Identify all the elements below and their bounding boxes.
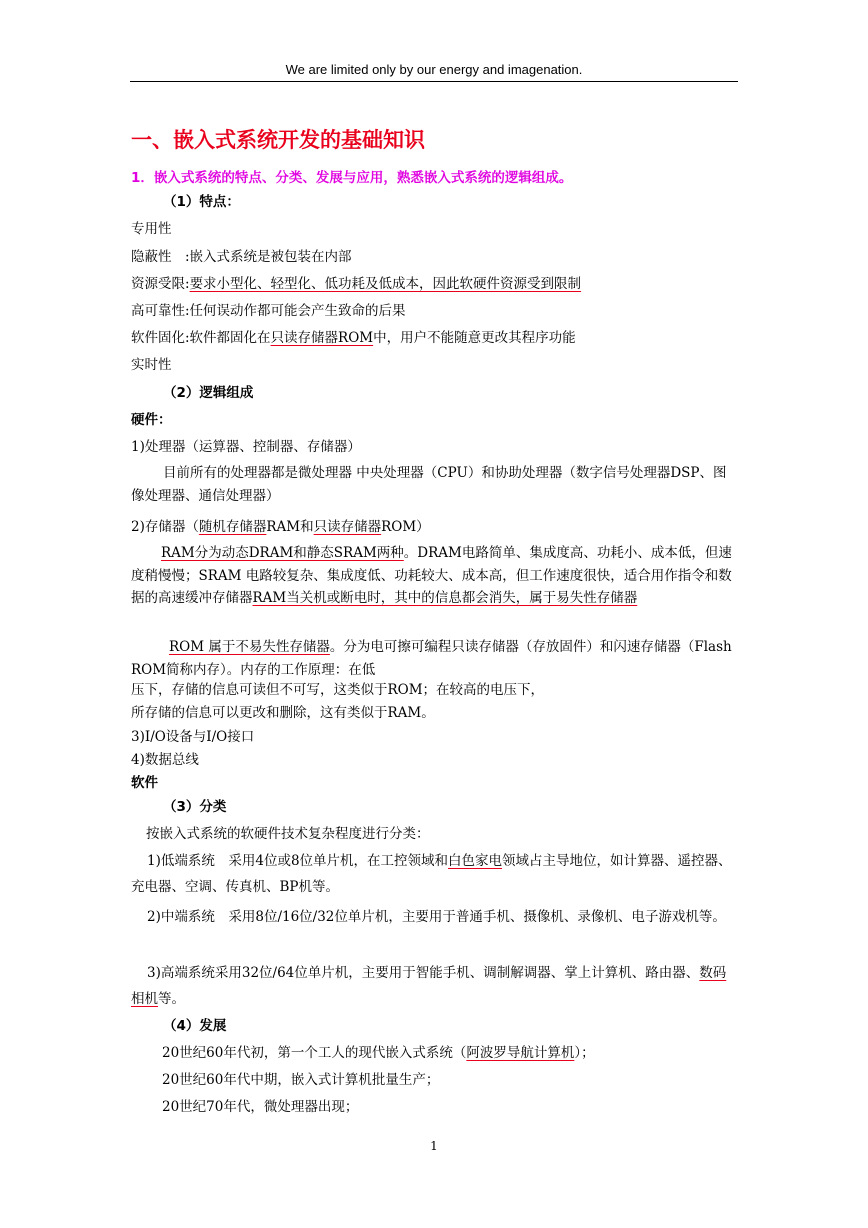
feature-item: 隐蔽性 :嵌入式系统是被包装在内部 bbox=[131, 249, 352, 265]
section-heading: 1．嵌入式系统的特点、分类、发展与应用，熟悉嵌入式系统的逻辑组成。 bbox=[131, 170, 573, 186]
page-header: We are limited only by our energy and imagenation. bbox=[285, 62, 583, 77]
underlined-text: 要求小型化、轻型化、低功耗及低成本，因此软硬件资源受到限制 bbox=[189, 276, 582, 292]
feature-item: 高可靠性:任何误动作都可能会产生致命的后果 bbox=[131, 303, 406, 319]
underlined-text: 白色家电 bbox=[448, 853, 503, 869]
underlined-text: 阿波罗导航计算机 bbox=[466, 1045, 575, 1061]
processor-title: 1)处理器（运算器、控制器、存储器） bbox=[131, 439, 361, 455]
ram-paragraph: RAM分为动态DRAM和静态SRAM两种。DRAM电路简单、集成度高、功耗小、成本低，但速度稍慢慢；SRAM 电路较复杂、集成度低、功耗较大、成本高，但工作速度很快，适合用作指令和数据的高速缓冲存储器RAM当关机或断电时，其中的信息都会消失，属于易失性存储器 bbox=[131, 545, 732, 606]
underlined-text: 只读存储器 bbox=[313, 519, 382, 535]
processor-description: 目前所有的处理器都是微处理器 中央处理器（CPU）和协助处理器（数字信号处理器DSP、图像处理器、通信处理器） bbox=[131, 465, 727, 504]
rom-line: 压下，存储的信息可读但不可写，这类似于ROM；在较高的电压下， bbox=[131, 682, 545, 698]
classification-low: 1)低端系统 采用4位或8位单片机，在工控领域和白色家电领域占主导地位，如计算器、遥控器、充电器、空调、传真机、BP机等。 bbox=[131, 853, 732, 895]
hardware-label: 硬件： bbox=[131, 412, 172, 428]
feature-item: 实时性 bbox=[131, 357, 172, 373]
classification-mid: 2)中端系统 采用8位/16位/32位单片机，主要用于普通手机、摄像机、录像机、电子游戏机等。 bbox=[147, 909, 726, 925]
development-item: 20世纪60年代初，第一个工人的现代嵌入式系统（阿波罗导航计算机）； bbox=[162, 1045, 595, 1061]
development-item: 20世纪60年代中期，嵌入式计算机批量生产； bbox=[162, 1072, 440, 1088]
page-number: 1 bbox=[430, 1139, 438, 1153]
features-heading: （1）特点： bbox=[163, 194, 240, 210]
underlined-text: RAM分为动态DRAM和静态SRAM两种 bbox=[161, 545, 404, 561]
feature-item: 专用性 bbox=[131, 221, 172, 237]
development-item: 20世纪70年代，微处理器出现； bbox=[162, 1099, 359, 1115]
underlined-text: 只读存储器ROM bbox=[270, 330, 374, 346]
development-heading: （4）发展 bbox=[163, 1018, 227, 1034]
software-label: 软件 bbox=[131, 775, 158, 791]
rom-line: 所存储的信息可以更改和删除，这有类似于RAM。 bbox=[131, 705, 435, 721]
underlined-text: 随机存储器 bbox=[198, 519, 267, 535]
underlined-text: ROM 属于不易失性存储器 bbox=[169, 639, 330, 655]
classification-heading: （3）分类 bbox=[163, 799, 227, 815]
io-item: 3)I/O设备与I/O接口 bbox=[131, 729, 255, 745]
underlined-text: 数码相机 bbox=[131, 965, 727, 1007]
memory-title: 2)存储器（随机存储器RAM和只读存储器ROM） bbox=[131, 519, 430, 535]
classification-intro: 按嵌入式系统的软硬件技术复杂程度进行分类： bbox=[146, 826, 430, 842]
logic-heading: （2）逻辑组成 bbox=[163, 385, 254, 401]
classification-high: 3)高端系统采用32位/64位单片机，主要用于智能手机、调制解调器、掌上计算机、路由器、数码相机等。 bbox=[131, 965, 727, 1007]
chapter-title: 一、嵌入式系统开发的基础知识 bbox=[131, 128, 425, 152]
feature-item: 软件固化:软件都固化在只读存储器ROM中，用户不能随意更改其程序功能 bbox=[131, 330, 576, 346]
header-rule bbox=[130, 81, 738, 82]
feature-item: 资源受限:要求小型化、轻型化、低功耗及低成本，因此软硬件资源受到限制 bbox=[131, 276, 582, 292]
rom-paragraph: ROM 属于不易失性存储器。分为电可擦可编程只读存储器（存放固件）和闪速存储器（Flash ROM简称内存）。内存的工作原理：在低 bbox=[131, 639, 732, 678]
underlined-text: RAM当关机或断电时，其中的信息都会消失，属于易失性存储器 bbox=[252, 590, 638, 606]
bus-item: 4)数据总线 bbox=[131, 752, 199, 768]
